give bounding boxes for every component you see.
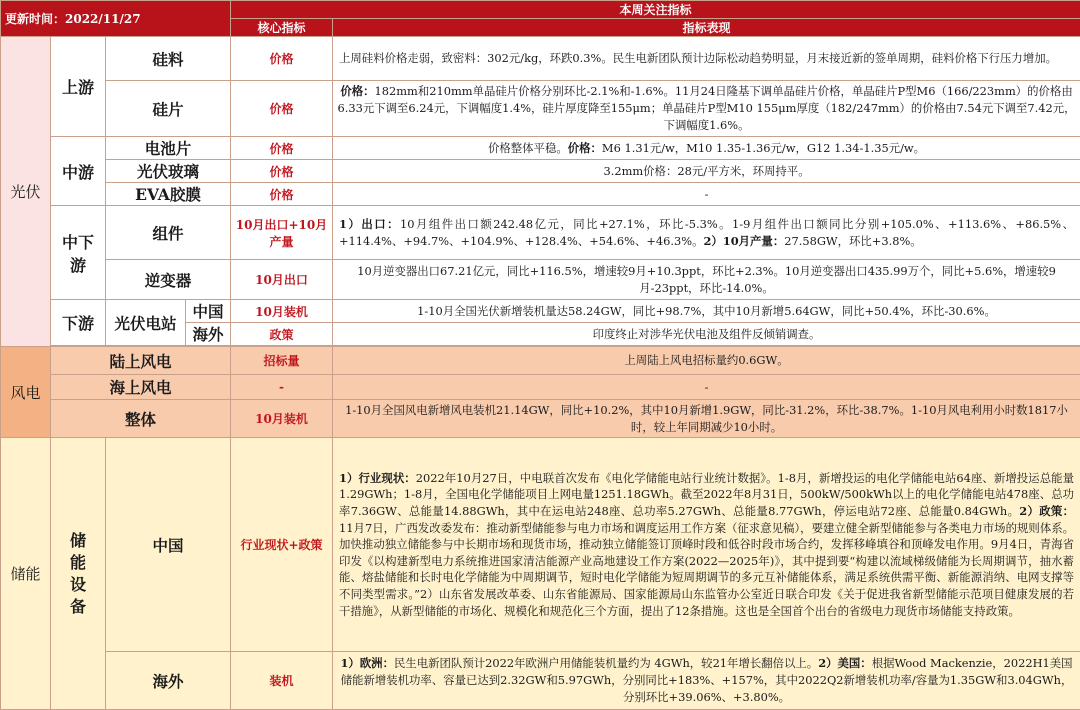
indicator-eva: 价格 [231, 183, 333, 206]
storage-overseas: 海外 [106, 652, 231, 710]
update-time: 更新时间：2022/11/27 [1, 1, 231, 37]
indicator-wind-overall: 10月装机 [231, 400, 333, 438]
focus-title: 本周关注指标 [231, 1, 1080, 19]
item-glass: 光伏玻璃 [106, 160, 231, 183]
indicator-glass: 价格 [231, 160, 333, 183]
desc-storage-china-text-2: 11月7日，广西发改委发布：推动新型储能参与电力市场和调度运用工作方案（征求意见稿），要建立健全新型储能参与各类电力市场的规则体系。加快推动独立储能参与中长期市场和现货市场，推动独立储能签订顶峰时段和低谷时段市场合约，发挥移峰填谷和顶峰发电作用。9月4日，青海省印发《以构建新型电力系统推进国家清洁能源产业高地建设工作方案(2022—2025年)》，其中提到要“构建以流域梯级储能为长周期调节，抽水蓄能、熔盐储能和长时电化学储能为中周期调节，短时电化学储能为短周期调节的多元互补储能体系，满足系统供需平衡、新能源消纳、电网支撑等不同类型需求。”2）山东省发展改革委、山东省能源局、国家能源局山东监管办公室近日联合印发《关于促进我省新型储能示范项目健康发展的若干措施》，从新型储能的市场化、规模化和规范化三个方面，提出了12条措施。这也是全国首个出台的省级电力现货市场储能支持政策。 [339, 521, 1074, 618]
desc-cell-b: M6 1.31元/w，M10 1.35-1.36元/w，G12 1.34-1.35元/w。 [602, 141, 925, 155]
item-wafer: 硅片 [106, 81, 231, 137]
desc-wafer-text: 182mm和210mm单晶硅片价格分别环比-2.1%和-1.6%。11月24日隆基下调单晶硅片价格，单晶硅片P型M6（166/223mm）的价格由6.33元下调至6.24元，下调幅度1.4%，硅片厚度降至155μm；单晶硅片P型M10 155μm厚度（182/247mm）的价格由7.54元下调至7.42元，下调幅度1.6%。 [337, 84, 1075, 132]
station-china: 中国 [186, 300, 231, 323]
item-module: 组件 [106, 206, 231, 260]
item-inverter: 逆变器 [106, 260, 231, 300]
desc-inverter: 10月逆变器出口67.21亿元，同比+116.5%，增速较9月+10.3ppt，环比+2.3%。10月逆变器出口435.99万个，同比+5.6%，增速较9月-23ppt，环比-14.0%。 [333, 260, 1080, 300]
desc-storage-china [333, 438, 1080, 652]
indicator-offshore: - [231, 375, 333, 400]
item-pv-station: 光伏电站 [106, 300, 186, 346]
desc-storage-overseas-bold-1: 1）欧洲： [340, 656, 394, 670]
desc-module-text-1: 10月组件出口额242.48亿元，同比+27.1%，环比-5.3%。1-9月组件出口额同比分别+105.0%、+113.6%、+86.5%、+114.4%、+94.7%、+104.9%、+128.4%、+54.6%、+46.3%。 [339, 217, 1074, 248]
indicator-cell: 价格 [231, 137, 333, 160]
desc-storage-overseas-text-1: 民生电新团队预计2022年欧洲户用储能装机量约为 4GWh，较21年增长翻倍以上。 [394, 656, 818, 670]
section-wind: 风电 [1, 347, 51, 438]
indicator-wafer: 价格 [231, 81, 333, 137]
indicator-perf-header: 指标表现 [333, 19, 1080, 37]
desc-storage-overseas-bold-2: 2）美国： [818, 656, 872, 670]
item-silicon-material: 硅料 [106, 37, 231, 81]
desc-offshore: - [333, 375, 1080, 400]
category-midstream: 中游 [51, 137, 106, 206]
category-mid-down: 中下游 [51, 206, 106, 300]
indicator-storage-china: 行业现状+政策 [231, 438, 333, 652]
desc-cell-bold: 价格： [568, 141, 602, 155]
desc-storage-overseas [333, 652, 1080, 710]
core-indicator-header: 核心指标 [231, 19, 333, 37]
item-eva: EVA胶膜 [106, 183, 231, 206]
desc-module [333, 206, 1080, 260]
desc-cell [333, 137, 1080, 160]
indicator-module: 10月出口+10月产量 [231, 206, 333, 260]
indicator-storage-overseas: 装机 [231, 652, 333, 710]
desc-wind-overall: 1-10月全国风电新增风电装机21.14GW，同比+10.2%，其中10月新增1.9GW，同比-31.2%，环比-38.7%。1-10月风电利用小时数1817小时，较上年同期减少10小时。 [333, 400, 1080, 438]
desc-storage-china-bold-2: 2）政策： [1019, 504, 1074, 518]
desc-wafer-bold: 价格： [340, 84, 374, 98]
item-offshore: 海上风电 [51, 375, 231, 400]
item-cell: 电池片 [106, 137, 231, 160]
category-downstream: 下游 [51, 300, 106, 346]
item-wind-overall: 整体 [51, 400, 231, 438]
desc-eva: - [333, 183, 1080, 206]
category-upstream: 上游 [51, 37, 106, 137]
desc-glass: 3.2mm价格：28元/平方米，环周持平。 [333, 160, 1080, 183]
desc-module-bold-2: 2）10月产量： [703, 234, 784, 248]
desc-wafer [333, 81, 1080, 137]
desc-module-bold-1: 1）出口： [339, 217, 400, 231]
category-storage-device: 储能设备 [51, 438, 106, 710]
section-storage: 储能 [1, 438, 51, 710]
desc-storage-overseas-text-2: 根据Wood Mackenzie，2022H1美国储能新增装机功率、容量已达到2.32GW和5.97GWh，分别同比+183%、+157%，其中2022Q2新增装机功率/容量为1.35GW和3.04GWh，分别环比+39.06%、+3.80%。 [341, 656, 1073, 704]
storage-china: 中国 [106, 438, 231, 652]
section-pv: 光伏 [1, 37, 51, 347]
indicator-station-china: 10月装机 [231, 300, 333, 323]
desc-station-overseas: 印度终止对涉华光伏电池及组件反倾销调查。 [333, 323, 1080, 346]
station-overseas: 海外 [186, 323, 231, 346]
desc-storage-china-text-1: 2022年10月27日，中电联首次发布《电化学储能电站行业统计数据》。1-8月，新增投运的电化学储能电站64座、新增投运总能量1.29GWh；1-8月，全国电化学储能项目上网电量1251.18GWh。截至2022年8月31日，500kW/500kWh以上的电化学储能电站478座、总功率7.36GW、总能量14.88GWh，其中在运电站248座、总功率5.27GWh、总能量8.77GWh，停运电站72座、总能量0.84GWh。 [339, 471, 1074, 518]
indicator-inverter: 10月出口 [231, 260, 333, 300]
indicator-onshore: 招标量 [231, 347, 333, 375]
indicator-station-overseas: 政策 [231, 323, 333, 346]
desc-module-text-2: 27.58GW，环比+3.8%。 [784, 234, 921, 248]
desc-cell-a: 价格整体平稳。 [488, 141, 568, 155]
indicator-silicon-material: 价格 [231, 37, 333, 81]
item-onshore: 陆上风电 [51, 347, 231, 375]
desc-station-china: 1-10月全国光伏新增装机量达58.24GW，同比+98.7%，其中10月新增5.64GW，同比+50.4%，环比-30.6%。 [333, 300, 1080, 323]
desc-storage-china-bold-1: 1）行业现状： [339, 471, 416, 485]
desc-onshore: 上周陆上风电招标量约0.6GW。 [333, 347, 1080, 375]
desc-silicon-material: 上周硅料价格走弱，致密料：302元/kg，环跌0.3%。民生电新团队预计边际松动趋势明显，月末接近新的签单周期，硅料价格下行压力增加。 [333, 37, 1080, 81]
